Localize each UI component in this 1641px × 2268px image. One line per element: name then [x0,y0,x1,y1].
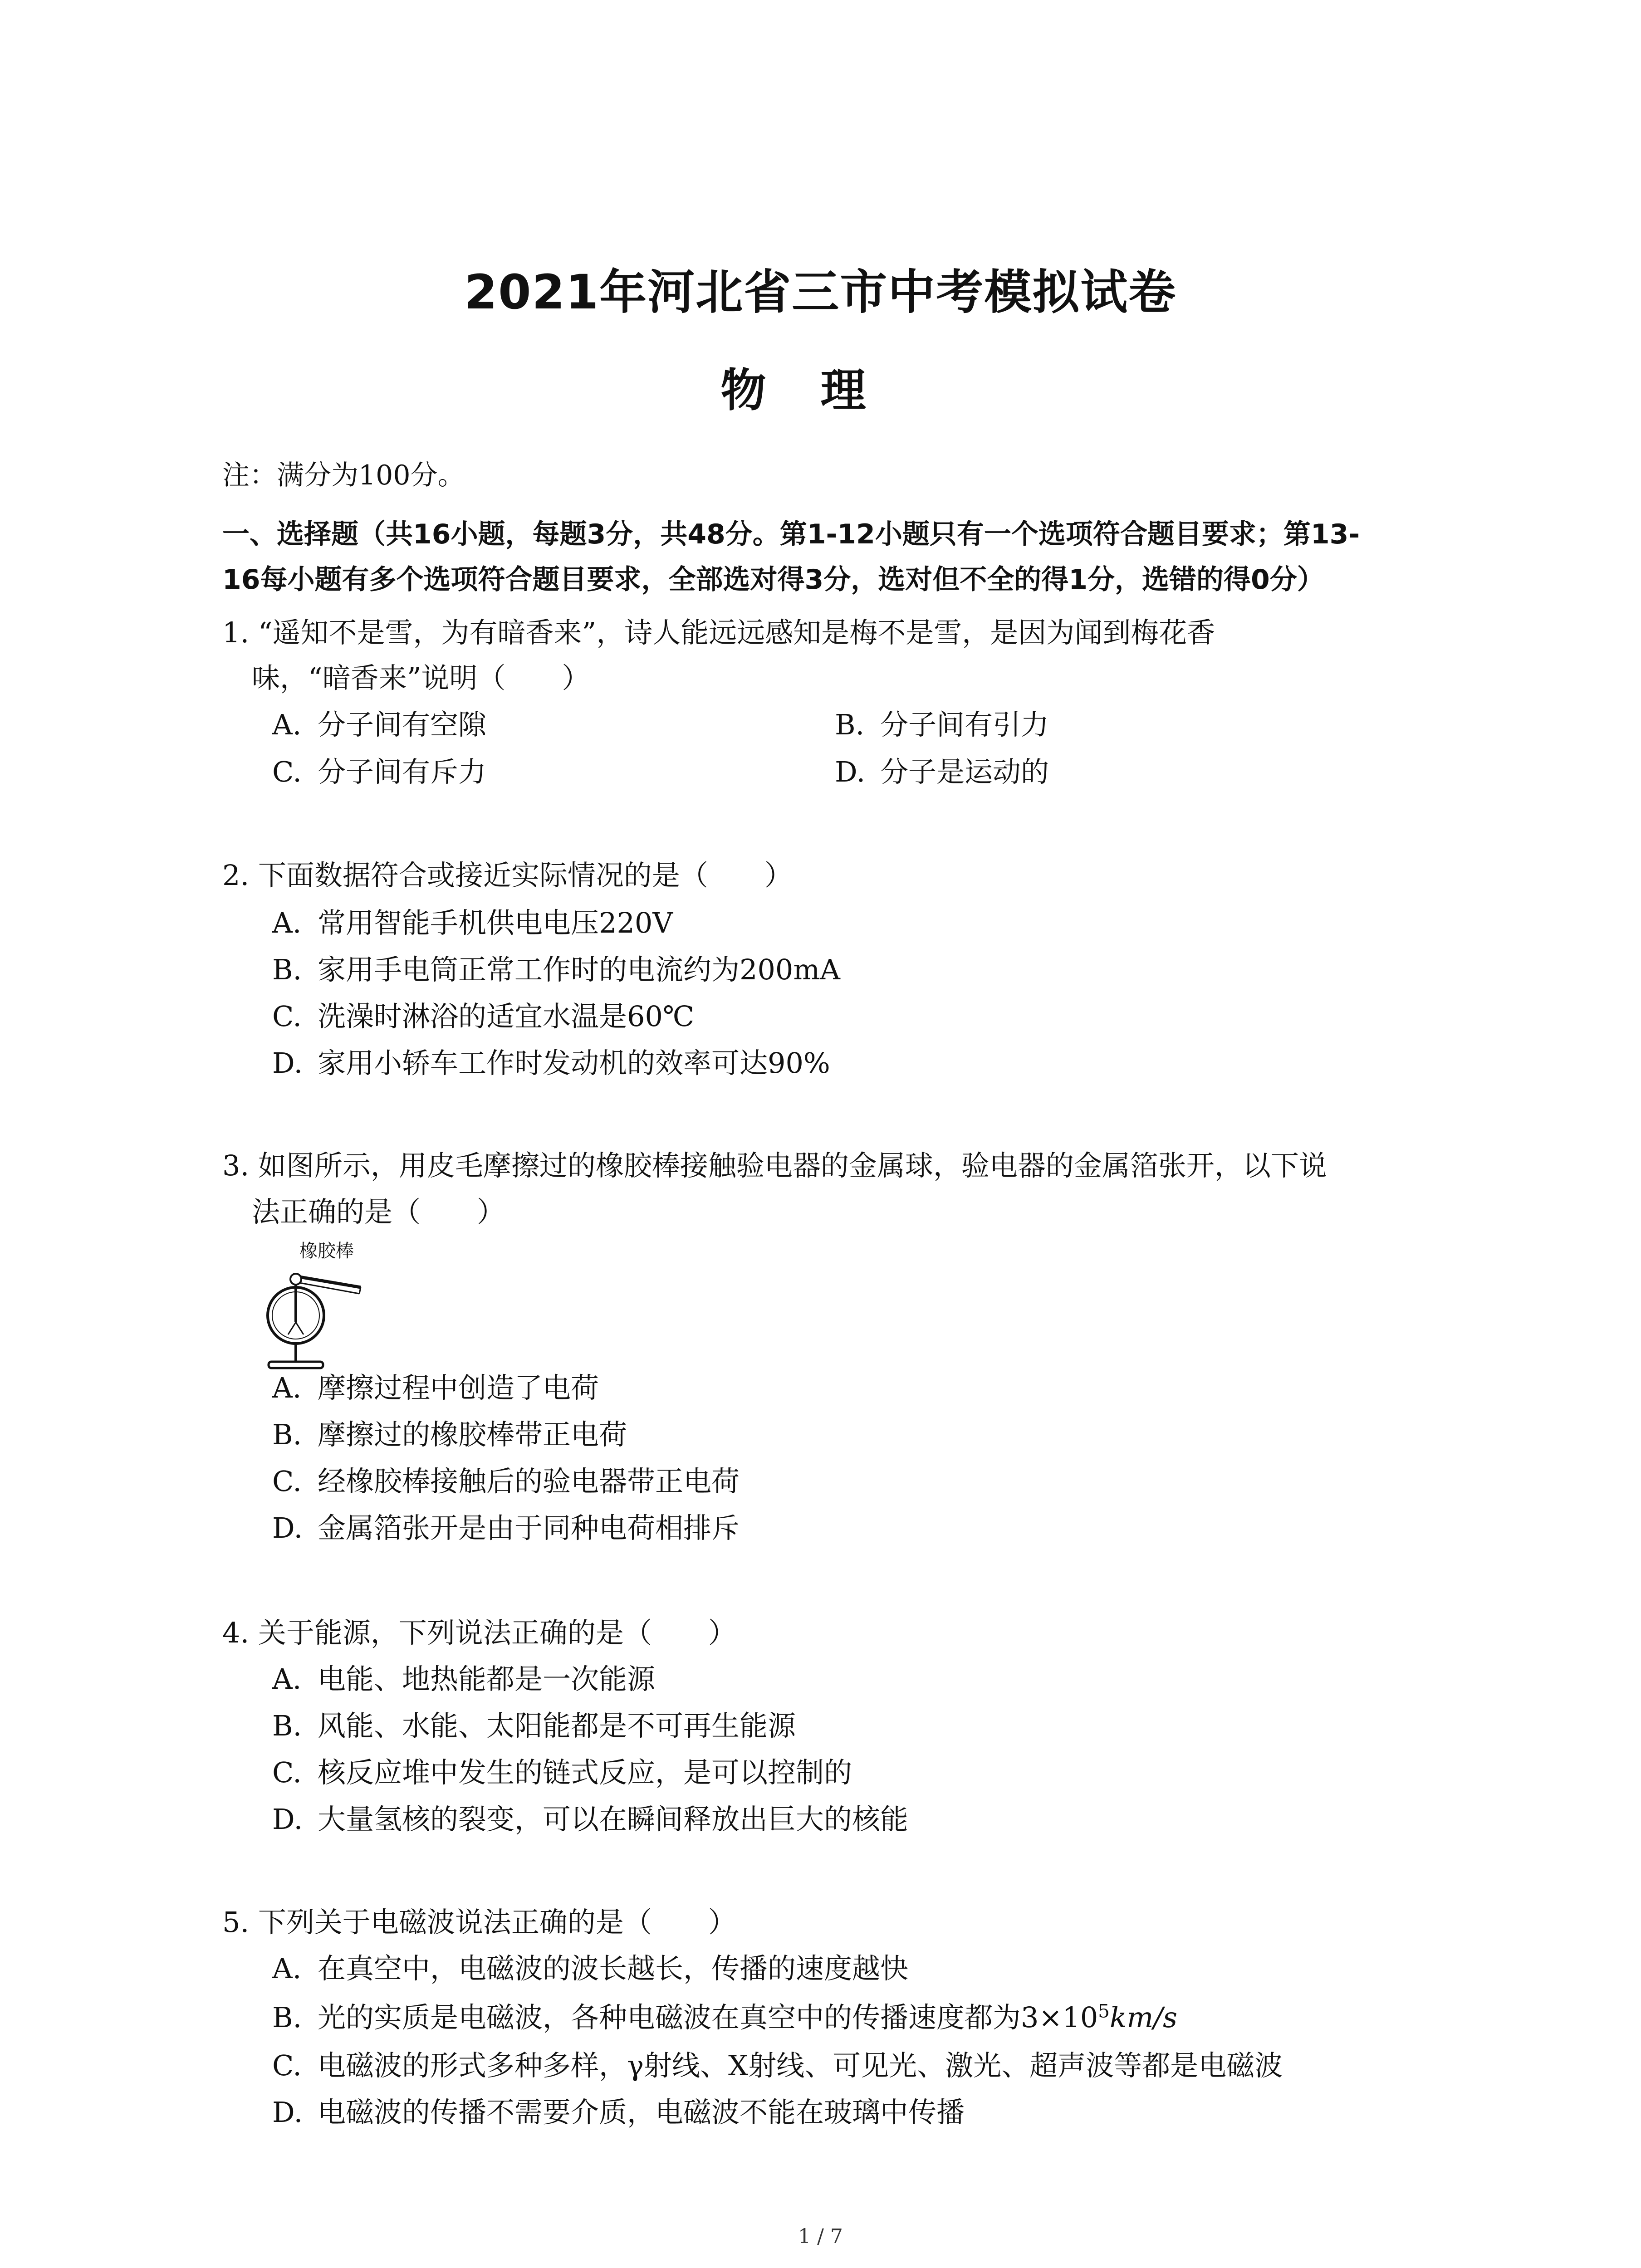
option-letter: D. [272,1511,303,1545]
exam-note: 注：满分为100分。 [222,459,465,491]
question-4-option-d [272,1797,908,1837]
question-2-option-c [272,994,694,1034]
option-letter: B. [272,2001,302,2034]
option-letter: B. [272,1418,302,1451]
option-text: 风能、水能、太阳能都是不可再生能源 [318,1709,796,1742]
option-letter: C. [272,1465,302,1498]
option-text: 在真空中，电磁波的波长越长，传播的速度越快 [318,1952,909,1985]
option-letter: A. [272,906,302,939]
option-text: 电磁波的形式多种多样，γ射线、X射线、可见光、激光、超声波等都是电磁波 [318,2049,1283,2082]
section-heading-line-2: 16每小题有多个选项符合题目要求，全部选对得3分，选对但不全的得1分，选错的得0分） [222,564,1324,596]
rubber-rod [299,1277,361,1287]
question-3-stem-line-1: 3. 如图所示，用皮毛摩擦过的橡胶棒接触验电器的金属球，验电器的金属箔张开，以下说 [222,1149,1327,1182]
option-text: 家用小轿车工作时发动机的效率可达90% [318,1046,830,1080]
unit: km/s [1109,2001,1178,2034]
option-text: 光的实质是电磁波，各种电磁波在真空中的传播速度都为3×10 [318,2001,1098,2034]
option-letter: D. [272,1803,303,1836]
question-5-option-a [272,1946,908,1986]
option-text: 家用手电筒正常工作时的电流约为200mA [318,953,840,986]
option-letter: D. [272,1046,303,1080]
option-letter: A. [272,1662,302,1696]
option-text: 经橡胶棒接触后的验电器带正电荷 [318,1465,740,1498]
question-3-option-c [272,1459,740,1499]
question-4-stem: 4. 关于能源，下列说法正确的是（ ） [222,1616,736,1649]
question-1-option-b [835,702,1049,743]
figure-label-rubber-rod: 橡胶棒 [299,1241,354,1261]
option-letter: B. [835,708,865,741]
question-1-option-d [835,749,1049,790]
question-2-stem: 2. 下面数据符合或接近实际情况的是（ ） [222,859,793,892]
subject-title: 物理 [720,364,921,417]
option-text: 分子间有空隙 [318,708,487,741]
option-text: 电磁波的传播不需要介质，电磁波不能在玻璃中传播 [318,2096,965,2129]
option-text: 摩擦过程中创造了电荷 [318,1371,599,1404]
option-text: 摩擦过的橡胶棒带正电荷 [318,1418,627,1451]
option-letter: C. [272,755,302,788]
option-text: 洗澡时淋浴的适宜水温是60℃ [318,1000,695,1033]
question-1-option-c [272,749,486,790]
option-text: 电能、地热能都是一次能源 [318,1662,656,1696]
question-5-option-d [272,2090,965,2130]
question-4-option-c [272,1750,852,1790]
question-3-option-b [272,1412,627,1452]
option-text: 分子是运动的 [880,755,1049,788]
question-2-option-b [272,947,840,987]
question-3-stem-line-2: 法正确的是（ ） [252,1195,505,1228]
question-1-stem-line-2: 味，“暗香来”说明（ ） [252,661,590,694]
option-letter: A. [272,1371,302,1404]
metal-foil-left [288,1322,296,1334]
option-letter: A. [272,708,302,741]
question-3-option-a [272,1365,599,1406]
metal-ball [290,1274,301,1285]
question-1-stem-line-1: 1. “遥知不是雪，为有暗香来”，诗人能远远感知是梅不是雪，是因为闻到梅花香 [222,616,1215,649]
option-text: 分子间有引力 [880,708,1049,741]
question-2-option-d [272,1041,830,1081]
option-letter: C. [272,1756,302,1789]
option-letter: D. [272,2096,303,2129]
question-4-option-a [272,1657,655,1697]
question-5-option-c [272,2043,1283,2083]
option-text: 核反应堆中发生的链式反应，是可以控制的 [318,1756,852,1789]
question-1-option-a [272,702,486,743]
option-letter: D. [835,755,866,788]
option-text: 金属箔张开是由于同种电荷相排斥 [318,1511,740,1545]
question-3-option-d [272,1505,740,1546]
section-heading-line-1: 一、选择题（共16小题，每题3分，共48分。第1-12小题只有一个选项符合题目要求；第13- [222,518,1360,550]
option-letter: C. [272,1000,302,1033]
metal-foil-right [296,1322,304,1334]
option-text: 分子间有斥力 [318,755,487,788]
option-letter: B. [272,953,302,986]
option-letter: B. [272,1709,302,1742]
page-number: 1 / 7 [798,2225,843,2248]
question-2-option-a [272,900,673,941]
electroscope-figure [263,1256,372,1379]
question-5-stem: 5. 下列关于电磁波说法正确的是（ ） [222,1906,736,1939]
option-letter: C. [272,2049,302,2082]
question-5-option-b [272,1995,1177,2035]
option-text: 常用智能手机供电电压220V [318,906,673,939]
option-letter: A. [272,1952,302,1985]
option-text: 大量氢核的裂变，可以在瞬间释放出巨大的核能 [318,1803,909,1836]
exam-title: 2021年河北省三市中考模拟试卷 [464,264,1177,320]
exponent: 5 [1098,2000,1110,2022]
question-4-option-b [272,1703,796,1744]
